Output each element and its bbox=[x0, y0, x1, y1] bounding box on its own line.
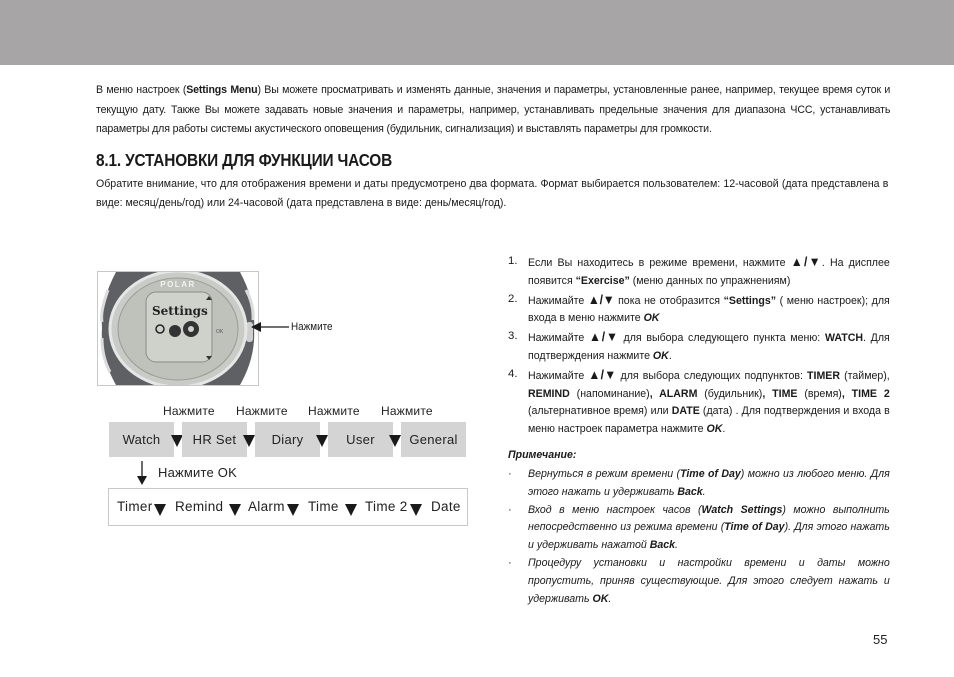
steps-list bbox=[508, 253, 890, 439]
watch-icon bbox=[98, 272, 258, 385]
submenu-item-alarm: Alarm bbox=[248, 499, 285, 514]
press-label: Нажмите bbox=[236, 404, 288, 418]
alarm-term: ALARM bbox=[659, 387, 698, 400]
page-number: 55 bbox=[873, 632, 888, 647]
step-number: 1. bbox=[508, 255, 518, 267]
up-down-arrows-icon: ▲/▼ bbox=[587, 291, 615, 307]
note-text: ) можно выполнить непосредственно из режима времени ( bbox=[528, 503, 890, 534]
up-down-arrows-icon: ▲/▼ bbox=[588, 329, 619, 345]
back-term: Back bbox=[677, 485, 703, 498]
step-text: (таймер), bbox=[840, 369, 890, 382]
down-triangle-icon bbox=[154, 504, 166, 516]
intro-paragraph bbox=[96, 81, 890, 140]
section-text: Обратите внимание, что для отображения времени и даты предусмотрено два формата. Формат выбирается пользователем: 12-часовой (дата представлена в виде: месяц/день/год) или 24-часовой (дата представлена в виде: день/месяц/год). bbox=[96, 178, 889, 209]
separator: , bbox=[649, 387, 660, 400]
menu-item-user: User bbox=[328, 422, 393, 457]
step-3 bbox=[508, 328, 890, 366]
watch-submenu bbox=[108, 488, 468, 526]
section-title: 8.1. УСТАНОВКИ ДЛЯ ФУНКЦИИ ЧАСОВ bbox=[96, 150, 393, 170]
step-text: для выбора следующего пункта меню: bbox=[618, 332, 825, 345]
down-triangle-icon bbox=[229, 504, 241, 516]
step-number: 3. bbox=[508, 330, 518, 343]
press-label: Нажмите bbox=[381, 404, 433, 418]
time-term: TIME bbox=[772, 387, 798, 400]
down-triangle-icon bbox=[243, 435, 255, 447]
note-text: . bbox=[608, 592, 612, 605]
up-down-arrows-icon: ▲/▼ bbox=[588, 366, 617, 382]
submenu-item-timer: Timer bbox=[117, 499, 153, 514]
step-text: Если Вы находитесь в режиме времени, нажмите bbox=[528, 257, 791, 269]
arrow-down-icon bbox=[136, 461, 148, 485]
step-text: (дата) . Для подтверждения и входа в меню настроек параметра нажмите bbox=[528, 405, 890, 436]
down-triangle-icon bbox=[316, 435, 328, 447]
menu-item-diary: Diary bbox=[255, 422, 320, 457]
note-title: Примечание: bbox=[508, 449, 577, 461]
watch-term: WATCH bbox=[824, 332, 864, 345]
note-text: . bbox=[675, 539, 678, 552]
intro-text-cont: ) Вы можете просматривать и изменять данные, значения и параметры, установленные ранее, например, текущее время суток и текущую дату. Также Вы можете задавать новые значения и параметры, например, устанавливать предельные значения для диапазона ЧСС, устанавливать параметры для работы системы акустического оповещения (будильник, сигнализация) и выставлять параметры для громкости. bbox=[96, 84, 891, 135]
submenu-item-time-2: Time 2 bbox=[365, 499, 408, 514]
settings-menu-term: Settings Menu bbox=[186, 84, 258, 96]
note-item bbox=[508, 502, 890, 555]
date-term: DATE bbox=[671, 405, 700, 418]
timer-term: TIMER bbox=[807, 369, 841, 382]
watch-image bbox=[97, 271, 259, 386]
separator: , bbox=[841, 387, 852, 400]
bullet: · bbox=[508, 556, 512, 569]
note-text: Процедуру установки и настройки времени и даты можно пропустить, приняв существующие. Для этого следует нажать и удерживать bbox=[528, 556, 890, 605]
step-text: ( меню настроек); для входа в меню нажмите bbox=[528, 294, 890, 325]
svg-text:OK: OK bbox=[216, 329, 224, 335]
note-text: . bbox=[702, 485, 706, 498]
bullet: · bbox=[508, 468, 512, 480]
watch-settings-term: Watch Settings bbox=[701, 503, 783, 516]
step-number: 4. bbox=[508, 367, 518, 380]
submenu-item-remind: Remind bbox=[175, 499, 224, 514]
arrow-left-icon bbox=[251, 320, 291, 334]
intro-text: В меню настроек ( bbox=[96, 84, 187, 96]
down-triangle-icon bbox=[389, 435, 401, 447]
time-of-day-term: Time of Day bbox=[724, 521, 785, 534]
menu-item-general: General bbox=[401, 422, 466, 457]
step-text: . Для подтверждения нажмите bbox=[528, 332, 890, 362]
down-triangle-icon bbox=[345, 504, 357, 516]
settings-term: “Settings” bbox=[723, 294, 777, 307]
svg-text:POLAR: POLAR bbox=[160, 280, 196, 289]
up-down-arrows-icon: ▲/▼ bbox=[790, 254, 822, 269]
press-label: Нажмите bbox=[163, 404, 215, 418]
submenu-item-date: Date bbox=[431, 499, 461, 514]
step-text: Нажимайте bbox=[528, 369, 589, 382]
step-text: . bbox=[668, 349, 672, 362]
press-ok-label: Нажмите OK bbox=[158, 465, 237, 480]
menu-item-hr-set: HR Set bbox=[182, 422, 247, 457]
step-text: (альтернативное время) или bbox=[528, 405, 672, 418]
down-triangle-icon bbox=[410, 504, 422, 516]
note-item bbox=[508, 466, 890, 502]
step-2 bbox=[508, 291, 890, 329]
step-text: . На дисплее появится bbox=[528, 257, 890, 287]
step-4 bbox=[508, 366, 890, 439]
note-text: ) можно из любого меню. Для этого нажать и удерживать bbox=[528, 468, 890, 498]
note-text: Вход в меню настроек часов ( bbox=[528, 503, 702, 516]
step-text: пока не отобразится bbox=[614, 294, 724, 307]
press-label: Нажмите bbox=[308, 404, 360, 418]
step-text: . bbox=[722, 423, 726, 436]
step-text: Нажимайте bbox=[528, 294, 588, 307]
step-text: Нажимайте bbox=[528, 332, 589, 345]
ok-term: OK bbox=[706, 423, 723, 436]
ok-term: OK bbox=[643, 312, 660, 325]
bullet: · bbox=[508, 503, 512, 516]
ok-term: OK bbox=[592, 592, 609, 605]
ok-term: OK bbox=[652, 349, 669, 362]
remind-term: REMIND bbox=[528, 387, 570, 400]
down-triangle-icon bbox=[287, 504, 299, 516]
time-of-day-term: Time of Day bbox=[680, 468, 741, 480]
header-bar bbox=[0, 0, 954, 65]
step-text: (напоминание) bbox=[569, 387, 650, 400]
notes-list bbox=[508, 466, 890, 608]
submenu-item-time: Time bbox=[308, 499, 339, 514]
separator: , bbox=[762, 387, 773, 400]
menu-item-watch: Watch bbox=[109, 422, 174, 457]
step-text: (меню данных по упражнениям) bbox=[629, 274, 791, 287]
note-text: ). Для этого нажать и удерживать нажатой bbox=[528, 521, 890, 552]
press-label: Нажмите bbox=[291, 321, 333, 333]
step-text: для выбора следующих подпунктов: bbox=[616, 369, 808, 382]
exercise-term: “Exercise” bbox=[575, 274, 630, 287]
step-1 bbox=[508, 253, 890, 291]
note-item bbox=[508, 555, 890, 608]
time-2-term: TIME 2 bbox=[851, 387, 890, 400]
note-text: Вернуться в режим времени ( bbox=[528, 468, 681, 480]
svg-text:Settings: Settings bbox=[152, 304, 208, 318]
step-text: (будильник) bbox=[697, 387, 763, 400]
back-term: Back bbox=[649, 539, 676, 552]
step-text: (время) bbox=[797, 387, 842, 400]
step-number: 2. bbox=[508, 292, 518, 305]
